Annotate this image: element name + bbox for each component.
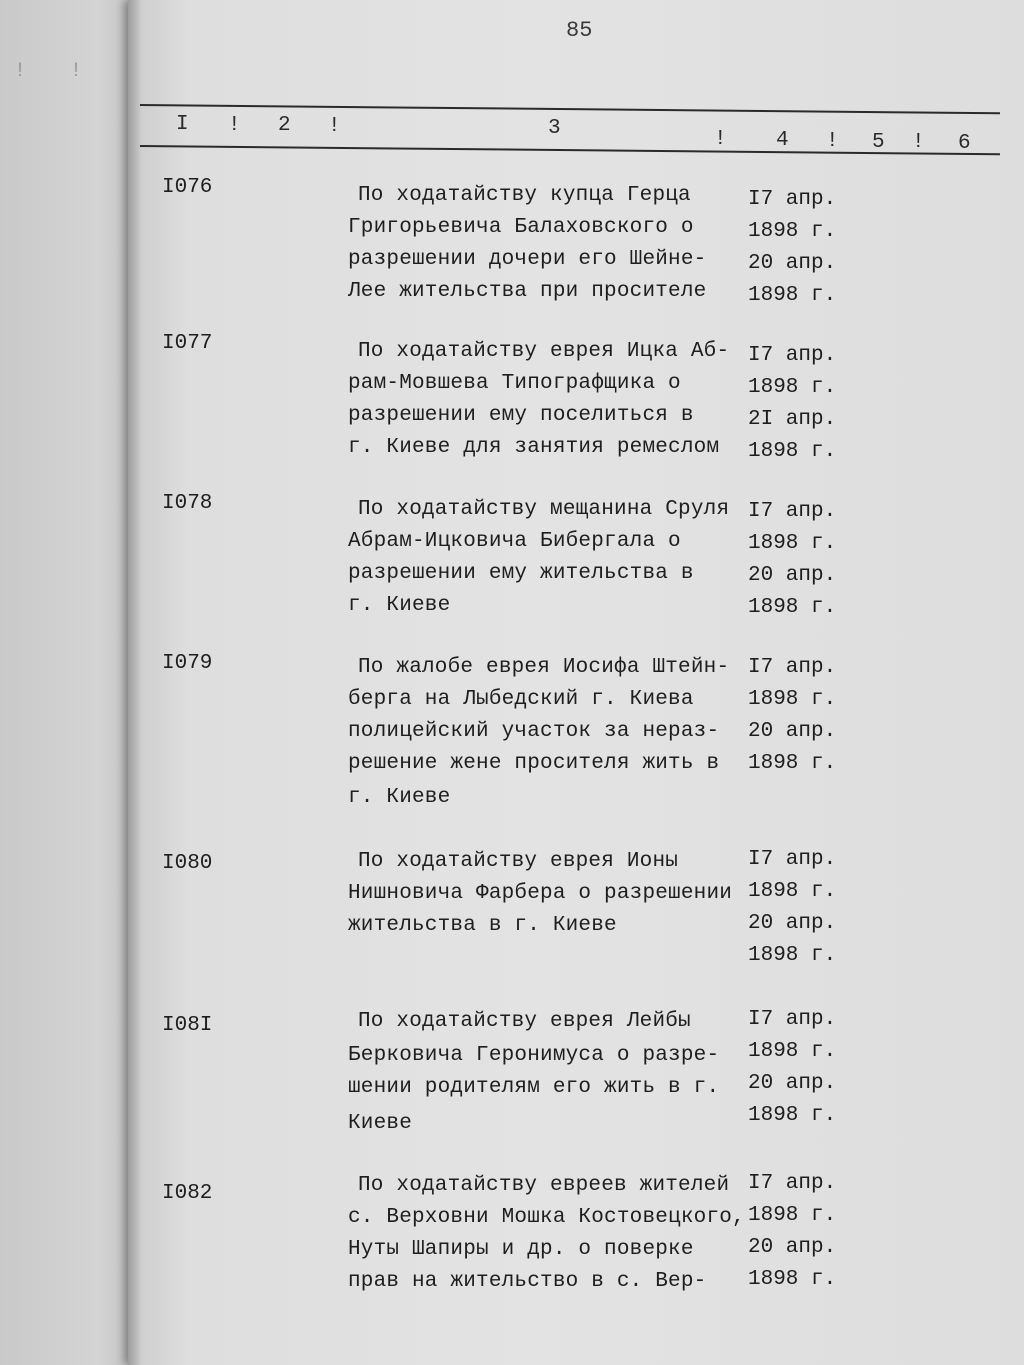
entry-date-line: 1898 г. bbox=[748, 220, 837, 243]
column-header-4: 4 bbox=[776, 129, 789, 152]
entry-number: I082 bbox=[162, 1182, 213, 1205]
entry-description-line: По ходатайству мещанина Сруля bbox=[358, 498, 730, 521]
entry-number: I079 bbox=[162, 652, 213, 675]
entry-number: I076 bbox=[162, 176, 213, 199]
entry-number: I080 bbox=[162, 852, 213, 875]
entry-description-line: решение жене просителя жить в bbox=[348, 752, 720, 775]
entry-description-line: г. Киеве для занятия ремеслом bbox=[348, 436, 720, 459]
page-number: 85 bbox=[566, 18, 593, 43]
entry-date-line: 2I апр. bbox=[748, 408, 837, 431]
entry-description-line: с. Верховни Мошка Костовецкого, bbox=[348, 1206, 745, 1229]
entry-description-line: берга на Лыбедский г. Киева bbox=[348, 688, 694, 711]
entry-date-line: I7 апр. bbox=[748, 188, 837, 211]
entry-date-line: 1898 г. bbox=[748, 1204, 837, 1227]
entry-date-line: 20 апр. bbox=[748, 1236, 837, 1259]
entry-description-line: жительства в г. Киеве bbox=[348, 914, 617, 937]
entry-date-line: 1898 г. bbox=[748, 1268, 837, 1291]
entry-date-line: I7 апр. bbox=[748, 1008, 837, 1031]
entry-date-line: 20 апр. bbox=[748, 1072, 837, 1095]
entry-description-line: По ходатайству еврея Ицка Аб- bbox=[358, 340, 730, 363]
column-separator: ! bbox=[714, 128, 727, 151]
entry-description-line: разрешении ему поселиться в bbox=[348, 404, 694, 427]
entry-description-line: прав на жительство в с. Вер- bbox=[348, 1270, 707, 1293]
entry-description-line: разрешении дочери его Шейне- bbox=[348, 248, 707, 271]
column-separator: ! bbox=[228, 114, 241, 137]
entry-date-line: 20 апр. bbox=[748, 564, 837, 587]
entry-number: I08I bbox=[162, 1014, 213, 1037]
entry-description-line: г. Киеве bbox=[348, 786, 451, 809]
entry-description-line: разрешении ему жительства в bbox=[348, 562, 694, 585]
entry-date-line: 1898 г. bbox=[748, 688, 837, 711]
entry-date-line: 20 апр. bbox=[748, 912, 837, 935]
entry-date-line: 1898 г. bbox=[748, 1104, 837, 1127]
entry-date-line: 1898 г. bbox=[748, 532, 837, 555]
entry-description-line: Лее жительства при просителе bbox=[348, 280, 707, 303]
column-header-2: 2 bbox=[278, 114, 291, 137]
entry-date-line: I7 апр. bbox=[748, 1172, 837, 1195]
column-header-6: 6 bbox=[958, 132, 971, 155]
entry-date-line: 1898 г. bbox=[748, 1040, 837, 1063]
entry-description-line: рам-Мовшева Типографщика о bbox=[348, 372, 681, 395]
entry-description-line: Григорьевича Балаховского о bbox=[348, 216, 694, 239]
entry-date-line: I7 апр. bbox=[748, 500, 837, 523]
column-header-1: I bbox=[176, 113, 189, 136]
entry-description-line: По ходатайству евреев жителей bbox=[358, 1174, 730, 1197]
entry-description-line: шении родителям его жить в г. bbox=[348, 1076, 720, 1099]
entry-description-line: По жалобе еврея Иосифа Штейн- bbox=[358, 656, 730, 679]
entry-description-line: Абрам-Ицковича Бибергала о bbox=[348, 530, 681, 553]
column-header-5: 5 bbox=[872, 131, 885, 154]
entry-date-line: 1898 г. bbox=[748, 376, 837, 399]
column-separator: ! bbox=[912, 131, 925, 154]
column-separator: ! bbox=[328, 115, 341, 138]
entry-description-line: полицейский участок за нераз- bbox=[348, 720, 720, 743]
entry-description-line: Нуты Шапиры и др. о поверке bbox=[348, 1238, 694, 1261]
entry-description-line: Берковича Геронимуса о разре- bbox=[348, 1044, 720, 1067]
entry-number: I078 bbox=[162, 492, 213, 515]
entry-date-line: I7 апр. bbox=[748, 344, 837, 367]
entry-date-line: 1898 г. bbox=[748, 752, 837, 775]
entry-description-line: По ходатайству еврея Ионы bbox=[358, 850, 679, 873]
column-separator: ! bbox=[826, 130, 839, 153]
entry-number: I077 bbox=[162, 332, 213, 355]
column-header-3: 3 bbox=[548, 117, 561, 140]
entry-description-line: По ходатайству купца Герца bbox=[358, 184, 691, 207]
entry-date-line: 1898 г. bbox=[748, 880, 837, 903]
facing-page bbox=[0, 0, 140, 1365]
facing-page-mark: ! bbox=[14, 60, 27, 83]
entry-date-line: I7 апр. bbox=[748, 848, 837, 871]
entry-description-line: Нишновича Фарбера о разрешении bbox=[348, 882, 733, 905]
entry-date-line: 1898 г. bbox=[748, 944, 837, 967]
facing-page-mark: ! bbox=[70, 60, 83, 83]
entry-description-line: Киеве bbox=[348, 1112, 413, 1135]
entry-date-line: I7 апр. bbox=[748, 656, 837, 679]
entry-date-line: 1898 г. bbox=[748, 440, 837, 463]
entry-date-line: 1898 г. bbox=[748, 284, 837, 307]
entry-description-line: По ходатайству еврея Лейбы bbox=[358, 1010, 691, 1033]
entry-date-line: 20 апр. bbox=[748, 252, 837, 275]
entry-description-line: г. Киеве bbox=[348, 594, 451, 617]
entry-date-line: 20 апр. bbox=[748, 720, 837, 743]
entry-date-line: 1898 г. bbox=[748, 596, 837, 619]
